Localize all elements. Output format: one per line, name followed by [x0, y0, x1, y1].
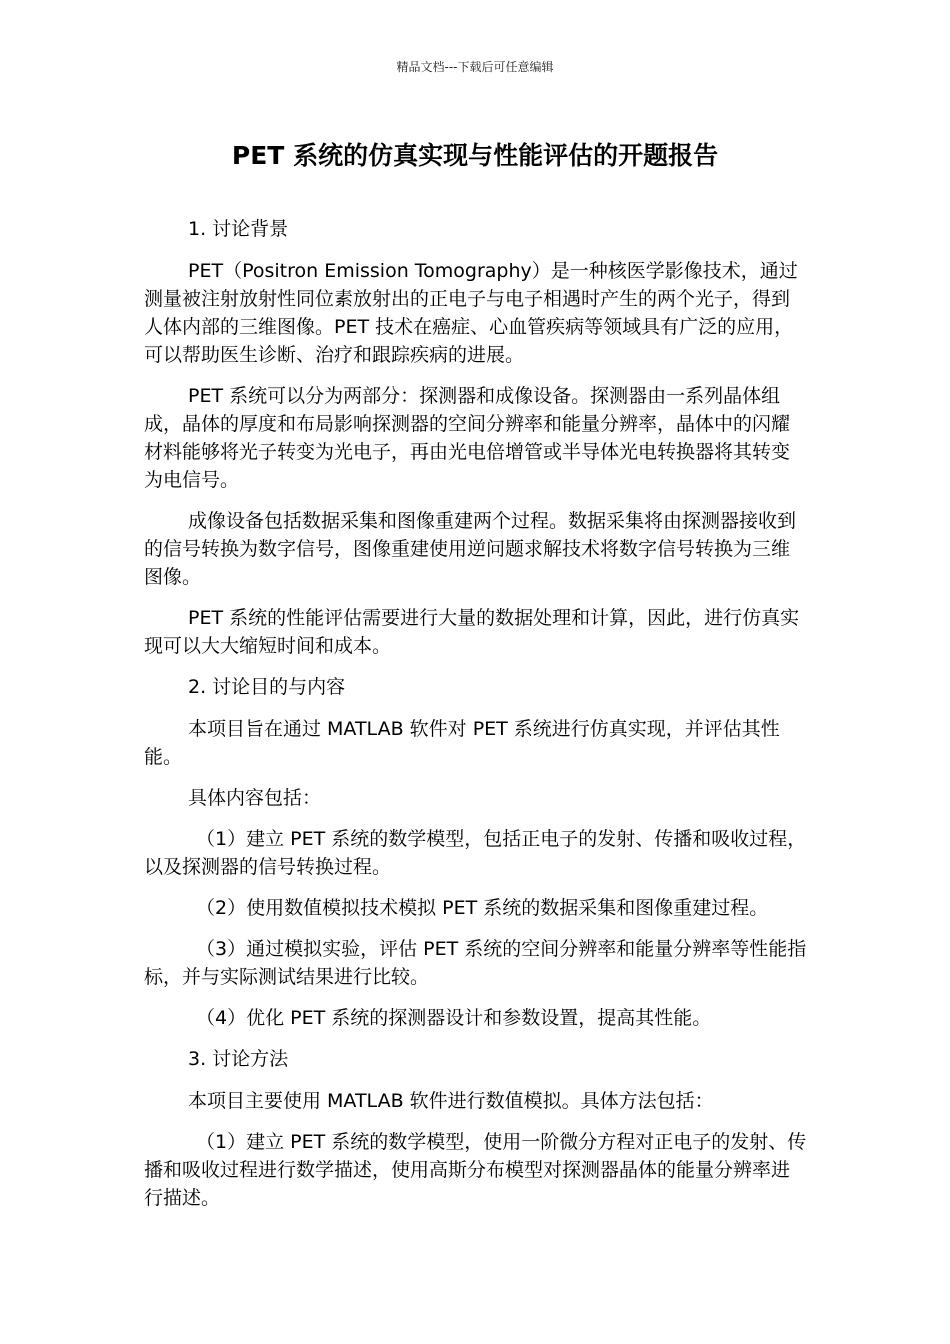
document-body: [144, 215, 808, 1225]
paragraph: 本项目主要使用 MATLAB 软件进行数值模拟。具体方法包括：: [188, 1090, 714, 1112]
page-header-note: 精品文档---下载后可任意编辑: [396, 60, 554, 74]
list-item: （1）建立 PET 系统的数学模型，使用一阶微分方程对正电子的发射、传播和吸收过程进行数学描述，使用高斯分布模型对探测器晶体的能量分辨率进行描述。: [144, 1131, 807, 1209]
section-heading: 2. 讨论目的与内容: [188, 676, 346, 698]
paragraph: 成像设备包括数据采集和图像重建两个过程。数据采集将由探测器接收到的信号转换为数字信号，图像重建使用逆问题求解技术将数字信号转换为三维图像。: [144, 510, 797, 588]
list-item: （3）通过模拟实验，评估 PET 系统的空间分辨率和能量分辨率等性能指标，并与实际测试结果进行比较。: [144, 938, 807, 988]
section-heading: 1. 讨论背景: [188, 218, 289, 240]
paragraph: 本项目旨在通过 MATLAB 软件对 PET 系统进行仿真实现，并评估其性能。: [144, 718, 780, 768]
list-item: （1）建立 PET 系统的数学模型，包括正电子的发射、传播和吸收过程，以及探测器的信号转换过程。: [144, 828, 807, 878]
paragraph: PET（Positron Emission Tomography）是一种核医学影像技术，通过测量被注射放射性同位素放射出的正电子与电子相遇时产生的两个光子，得到人体内部的三维图像。PET 技术在癌症、心血管疾病等领域具有广泛的应用，可以帮助医生诊断、治疗和跟踪疾病的进展。: [144, 260, 798, 366]
list-item: （4）优化 PET 系统的探测器设计和参数设置，提高其性能。: [196, 1007, 712, 1029]
paragraph: PET 系统可以分为两部分：探测器和成像设备。探测器由一系列晶体组成，晶体的厚度和布局影响探测器的空间分辨率和能量分辨率，晶体中的闪耀材料能够将光子转变为光电子，再由光电倍增管或半导体光电转换器将其转变为电信号。: [144, 385, 791, 491]
section-heading: 3. 讨论方法: [188, 1048, 289, 1070]
paragraph: PET 系统的性能评估需要进行大量的数据处理和计算，因此，进行仿真实现可以大大缩短时间和成本。: [144, 607, 800, 657]
list-item: （2）使用数值模拟技术模拟 PET 系统的数据采集和图像重建过程。: [196, 897, 769, 919]
document-title: PET 系统的仿真实现与性能评估的开题报告: [231, 141, 719, 170]
paragraph: 具体内容包括：: [188, 787, 322, 809]
